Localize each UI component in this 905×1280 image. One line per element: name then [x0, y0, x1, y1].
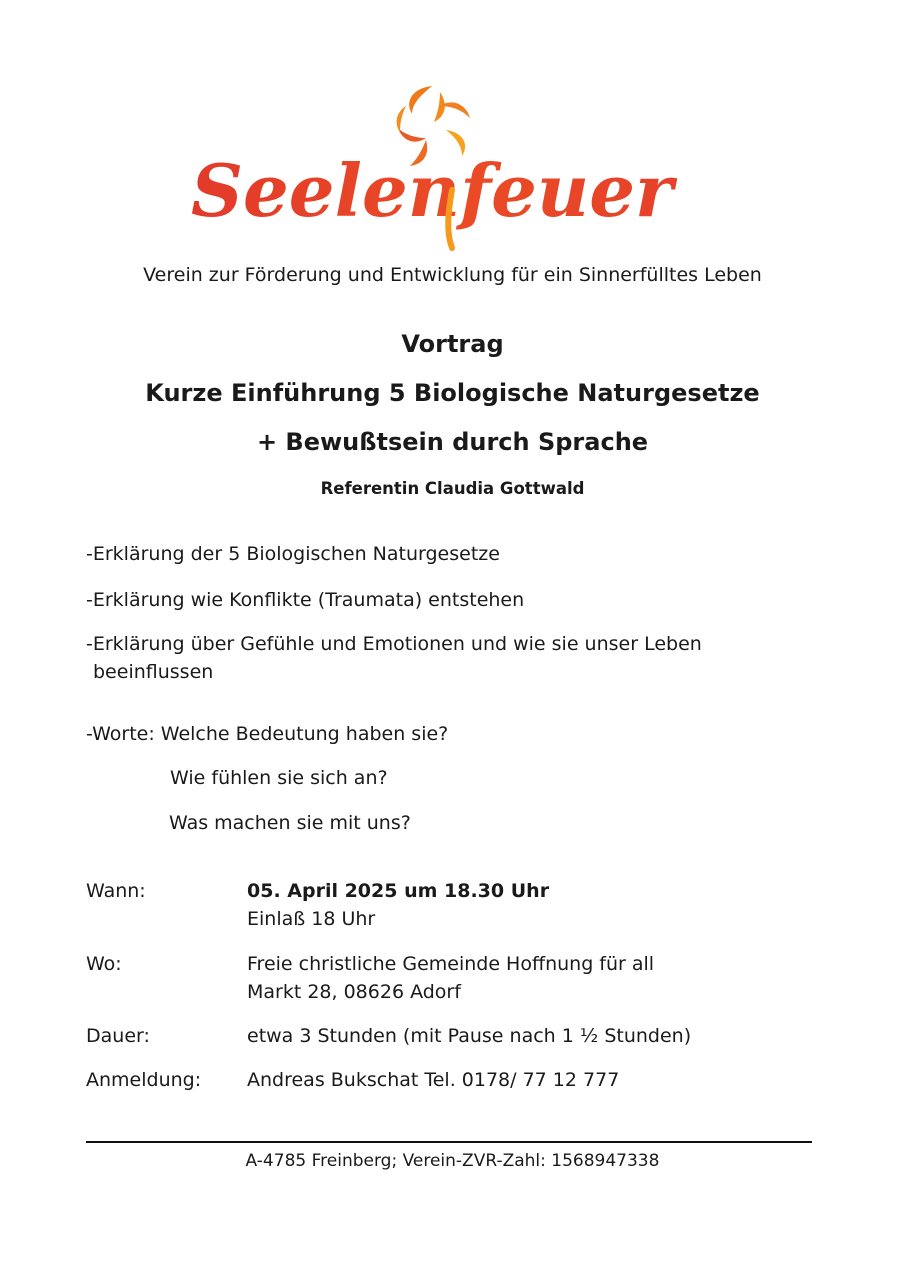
where-line2: Markt 28, 08626 Adorf: [247, 981, 461, 1003]
speaker-name: Referentin Claudia Gottwald: [320, 479, 585, 498]
footer-divider: [86, 1141, 812, 1143]
association-subtitle: Verein zur Förderung und Entwicklung für ein Sinnerfülltes Leben: [143, 264, 762, 286]
topic-item-2: -Erklärung wie Konflikte (Traumata) entstehen: [86, 589, 525, 611]
logo-wordmark: Seelenfeuer: [191, 148, 673, 233]
topic-item-3-line1: -Erklärung über Gefühle und Emotionen und wie sie unser Leben: [86, 633, 702, 655]
topic-item-4-line3: Was machen sie mit uns?: [169, 812, 411, 834]
topic-item-4-line1: -Worte: Welche Bedeutung haben sie?: [86, 723, 449, 745]
registration-label: Anmeldung:: [86, 1069, 202, 1091]
duration-value: etwa 3 Stunden (mit Pause nach 1 ½ Stunden): [247, 1025, 692, 1047]
where-line1: Freie christliche Gemeinde Hoffnung für all: [247, 953, 655, 975]
talk-title-line2: + Bewußtsein durch Sprache: [256, 428, 649, 456]
topic-item-3-line2: beeinflussen: [93, 661, 214, 683]
registration-value: Andreas Bukschat Tel. 0178/ 77 12 777: [247, 1069, 620, 1091]
seelenfeuer-logo: [0, 0, 905, 260]
talk-type-heading: Vortrag: [401, 330, 504, 358]
talk-title-line1: Kurze Einführung 5 Biologische Naturgesetze: [145, 379, 760, 407]
when-note: Einlaß 18 Uhr: [247, 908, 376, 930]
footer-text: A-4785 Freinberg; Verein-ZVR-Zahl: 1568947338: [245, 1151, 660, 1171]
where-label: Wo:: [86, 953, 122, 975]
when-value: 05. April 2025 um 18.30 Uhr: [247, 880, 550, 902]
topic-item-4-line2: Wie fühlen sie sich an?: [170, 767, 388, 789]
duration-label: Dauer:: [86, 1025, 150, 1047]
when-label: Wann:: [86, 880, 146, 902]
topic-item-1: -Erklärung der 5 Biologischen Naturgesetze: [86, 543, 500, 565]
